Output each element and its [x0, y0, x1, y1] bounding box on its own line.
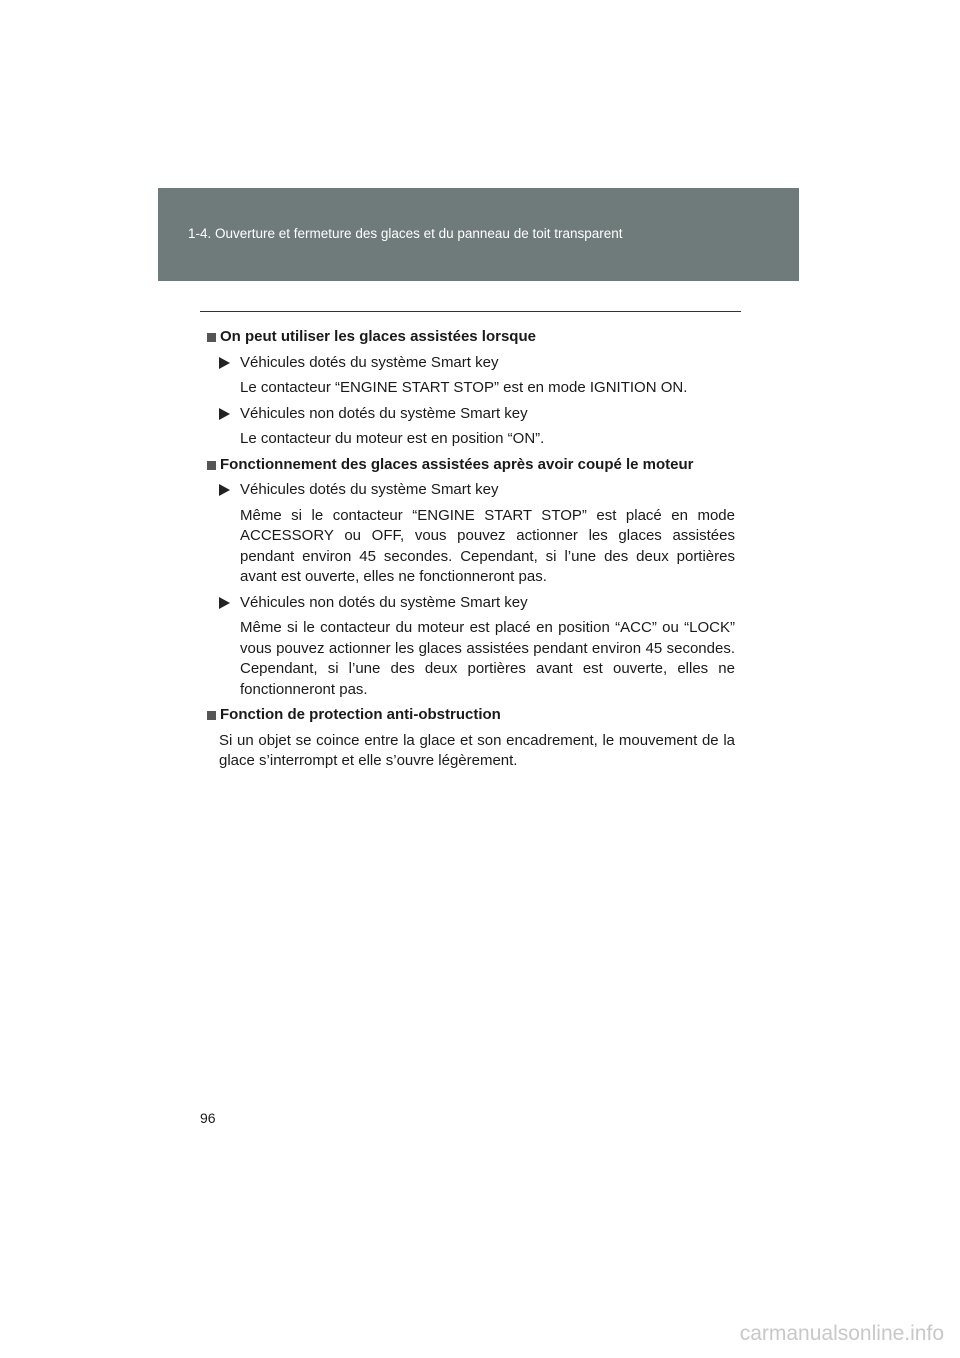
condition-label: Véhicules non dotés du système Smart key	[240, 404, 528, 422]
page-number: 96	[200, 1110, 216, 1126]
chapter-header-band	[158, 188, 799, 281]
section-heading-text: Fonctionnement des glaces assistées après avoir coupé le moteur	[220, 455, 694, 473]
condition-description: Même si le contacteur “ENGINE START STOP” est placé en mode ACCESSORY ou OFF, vous pouvez actionner les glaces assistées pendant environ 45 secondes. Cependant, si l’une des deux portières avant est ouverte, elles ne fonctionneront pas.	[240, 506, 735, 585]
section-heading-after-engine-off	[207, 455, 735, 476]
square-bullet-icon	[207, 461, 216, 470]
condition-item	[219, 480, 735, 501]
triangle-bullet-icon	[219, 357, 230, 369]
condition-item	[219, 404, 735, 425]
section-heading-usage	[207, 327, 735, 348]
condition-item	[219, 353, 735, 374]
condition-label: Véhicules dotés du système Smart key	[240, 481, 499, 498]
condition-item	[219, 593, 735, 614]
condition-description: Le contacteur du moteur est en position “ON”.	[240, 430, 545, 447]
section-heading-text: On peut utiliser les glaces assistées lorsque	[220, 328, 536, 345]
triangle-bullet-icon	[219, 408, 230, 420]
triangle-bullet-icon	[219, 597, 230, 609]
condition-label: Véhicules non dotés du système Smart key	[240, 593, 528, 611]
section-heading-text: Fonction de protection anti-obstruction	[220, 706, 501, 723]
chapter-title: 1-4. Ouverture et fermeture des glaces et du panneau de toit transparent	[188, 226, 623, 241]
triangle-bullet-icon	[219, 484, 230, 496]
watermark: carmanualsonline.info	[739, 1322, 944, 1345]
section-divider	[200, 311, 741, 312]
square-bullet-icon	[207, 333, 216, 342]
section-heading-anti-obstruction	[207, 705, 735, 726]
section-description: Si un objet se coince entre la glace et son encadrement, le mouvement de la glace s’interrompt et elle s’ouvre légèrement.	[219, 731, 735, 769]
page-content	[207, 327, 735, 777]
condition-description: Même si le contacteur du moteur est placé en position “ACC” ou “LOCK” vous pouvez actionner les glaces assistées pendant environ 45 secondes. Cependant, si l’une des deux portières avant est ouverte, elles ne fonctionneront pas.	[240, 619, 735, 698]
condition-description: Le contacteur “ENGINE START STOP” est en mode IGNITION ON.	[240, 379, 688, 396]
square-bullet-icon	[207, 711, 216, 720]
condition-label: Véhicules dotés du système Smart key	[240, 353, 499, 371]
